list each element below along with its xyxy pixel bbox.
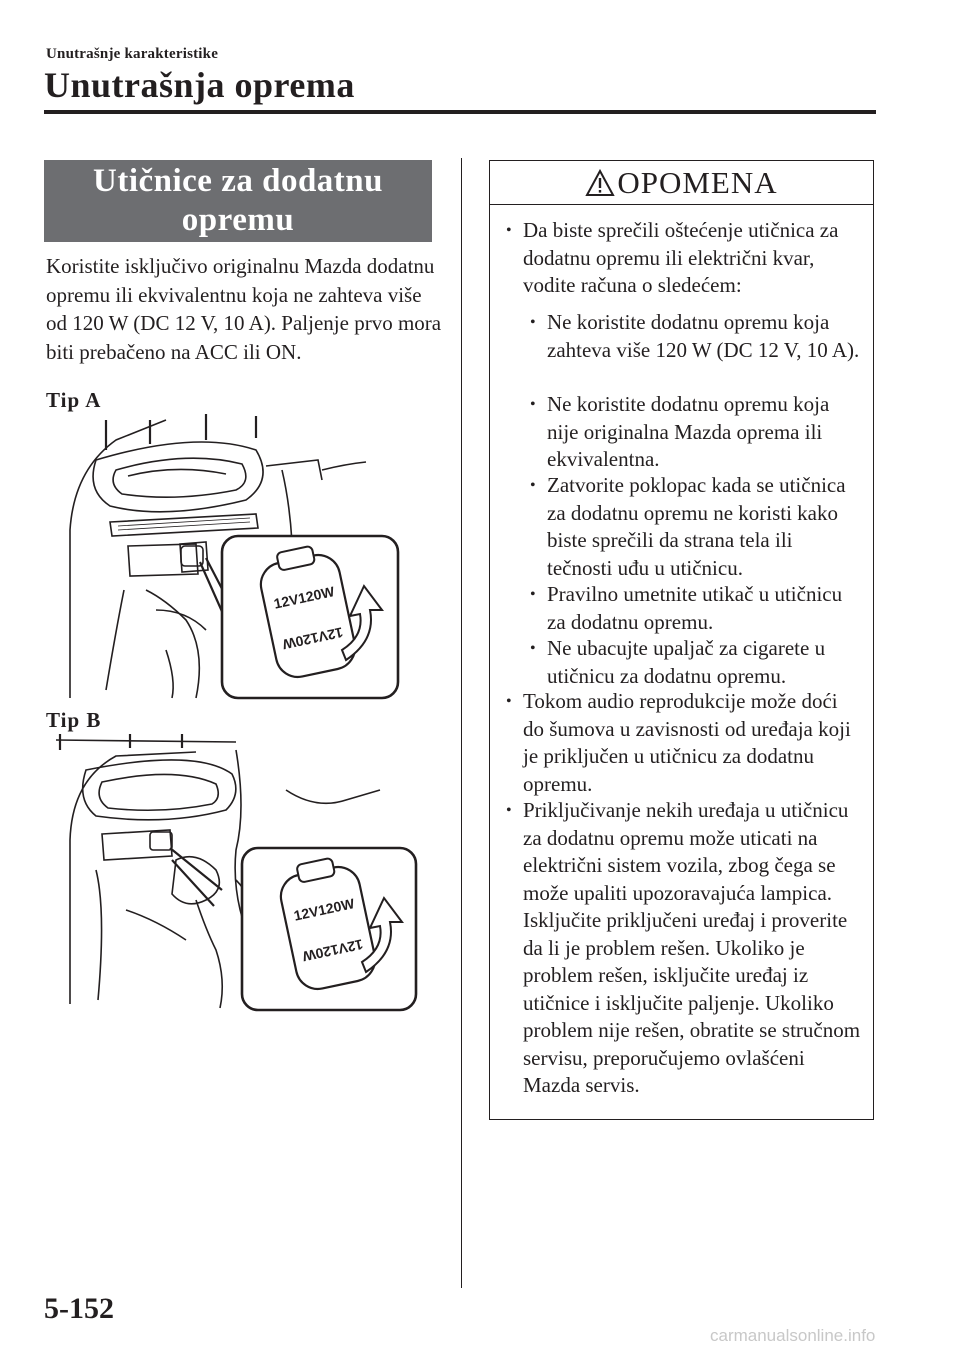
bullet-dot: • <box>530 477 536 494</box>
bullet-dot: • <box>530 586 536 603</box>
warning-header <box>490 161 873 205</box>
warning-subitem <box>530 472 862 582</box>
header-rule <box>44 110 876 114</box>
intro-paragraph: Koristite isključivo originalnu Mazda dodatnu opremu ili ekvivalentnu koja ne zahteva više od 120 W (DC 12 V, 10 A). Paljenje prvo mora biti prebačeno na ACC ili ON. <box>46 254 442 364</box>
bullet-dot: • <box>530 314 536 331</box>
warning-item-text: Tokom audio reprodukcije može doći do šumova u zavisnosti od uređaja koji je priključen u utičnicu za dodatnu opremu. <box>523 689 851 796</box>
warning-item-text: Zatvorite poklopac kada se utičnica za dodatnu opremu ne koristi kako biste sprečili da strana tela ili tečnosti uđu u utičnicu. <box>547 473 846 580</box>
watermark: carmanualsonline.info <box>710 1326 876 1345</box>
bullet-dot: • <box>506 693 512 710</box>
warning-box <box>489 160 874 1120</box>
section-label: Unutrašnje karakteristike <box>46 46 219 62</box>
section-heading <box>44 160 432 242</box>
section-heading-text: Utičnice za dodatnu opremu <box>93 163 383 238</box>
warning-item <box>506 217 862 300</box>
warning-subitem <box>530 635 862 690</box>
page-number: 5-152 <box>44 1292 114 1325</box>
warning-subitem <box>530 309 862 364</box>
warning-triangle-icon <box>585 169 615 197</box>
warning-item-text: Ne ubacujte upaljač za cigarete u utičnicu za dodatnu opremu. <box>547 636 826 688</box>
bullet-dot: • <box>506 802 512 819</box>
tip-a-illustration <box>46 410 410 702</box>
socket-label-a-bottom: 12V120W <box>281 624 345 653</box>
warning-title: OPOMENA <box>617 164 778 200</box>
socket-label-a-top: 12V120W <box>272 583 336 612</box>
warning-item-text: Da biste sprečili oštećenje utičnica za dodatnu opremu ili električni kvar, vodite računa o sledećem: <box>523 218 839 297</box>
warning-subitem <box>530 391 862 474</box>
warning-item <box>506 688 862 798</box>
tip-a-label: Tip A <box>46 388 102 412</box>
socket-label-b-bottom: 12V120W <box>301 936 365 965</box>
bullet-dot: • <box>530 640 536 657</box>
tip-b-illustration <box>46 730 420 1012</box>
bullet-dot: • <box>506 222 512 239</box>
chapter-title: Unutrašnja oprema <box>44 65 355 105</box>
warning-item-text: Pravilno umetnite utikač u utičnicu za dodatnu opremu. <box>547 582 843 634</box>
warning-item <box>506 797 862 1100</box>
tip-b-label: Tip B <box>46 708 102 732</box>
socket-label-b-top: 12V120W <box>292 895 356 924</box>
warning-item-text: Ne koristite dodatnu opremu koja zahteva više 120 W (DC 12 V, 10 A). <box>547 310 860 362</box>
warning-item-text: Priključivanje nekih uređaja u utičnicu za dodatnu opremu može uticati na električni sistem vozila, zbog čega se može upaliti upozoravajuća lampica. Isključite priključeni uređaj i proverite da li je problem rešen. Ukoliko je problem rešen, isključite uređaj iz utičnice i isključite paljenje. Ukoliko problem nije rešen, obratite se stručnom servisu, preporučujemo ovlašćeni Mazda servis. <box>523 798 861 1097</box>
warning-item-text: Ne koristite dodatnu opremu koja nije originalna Mazda oprema ili ekvivalentna. <box>547 392 830 471</box>
bullet-dot: • <box>530 396 536 413</box>
warning-subitem <box>530 581 862 636</box>
column-divider <box>461 158 462 1288</box>
